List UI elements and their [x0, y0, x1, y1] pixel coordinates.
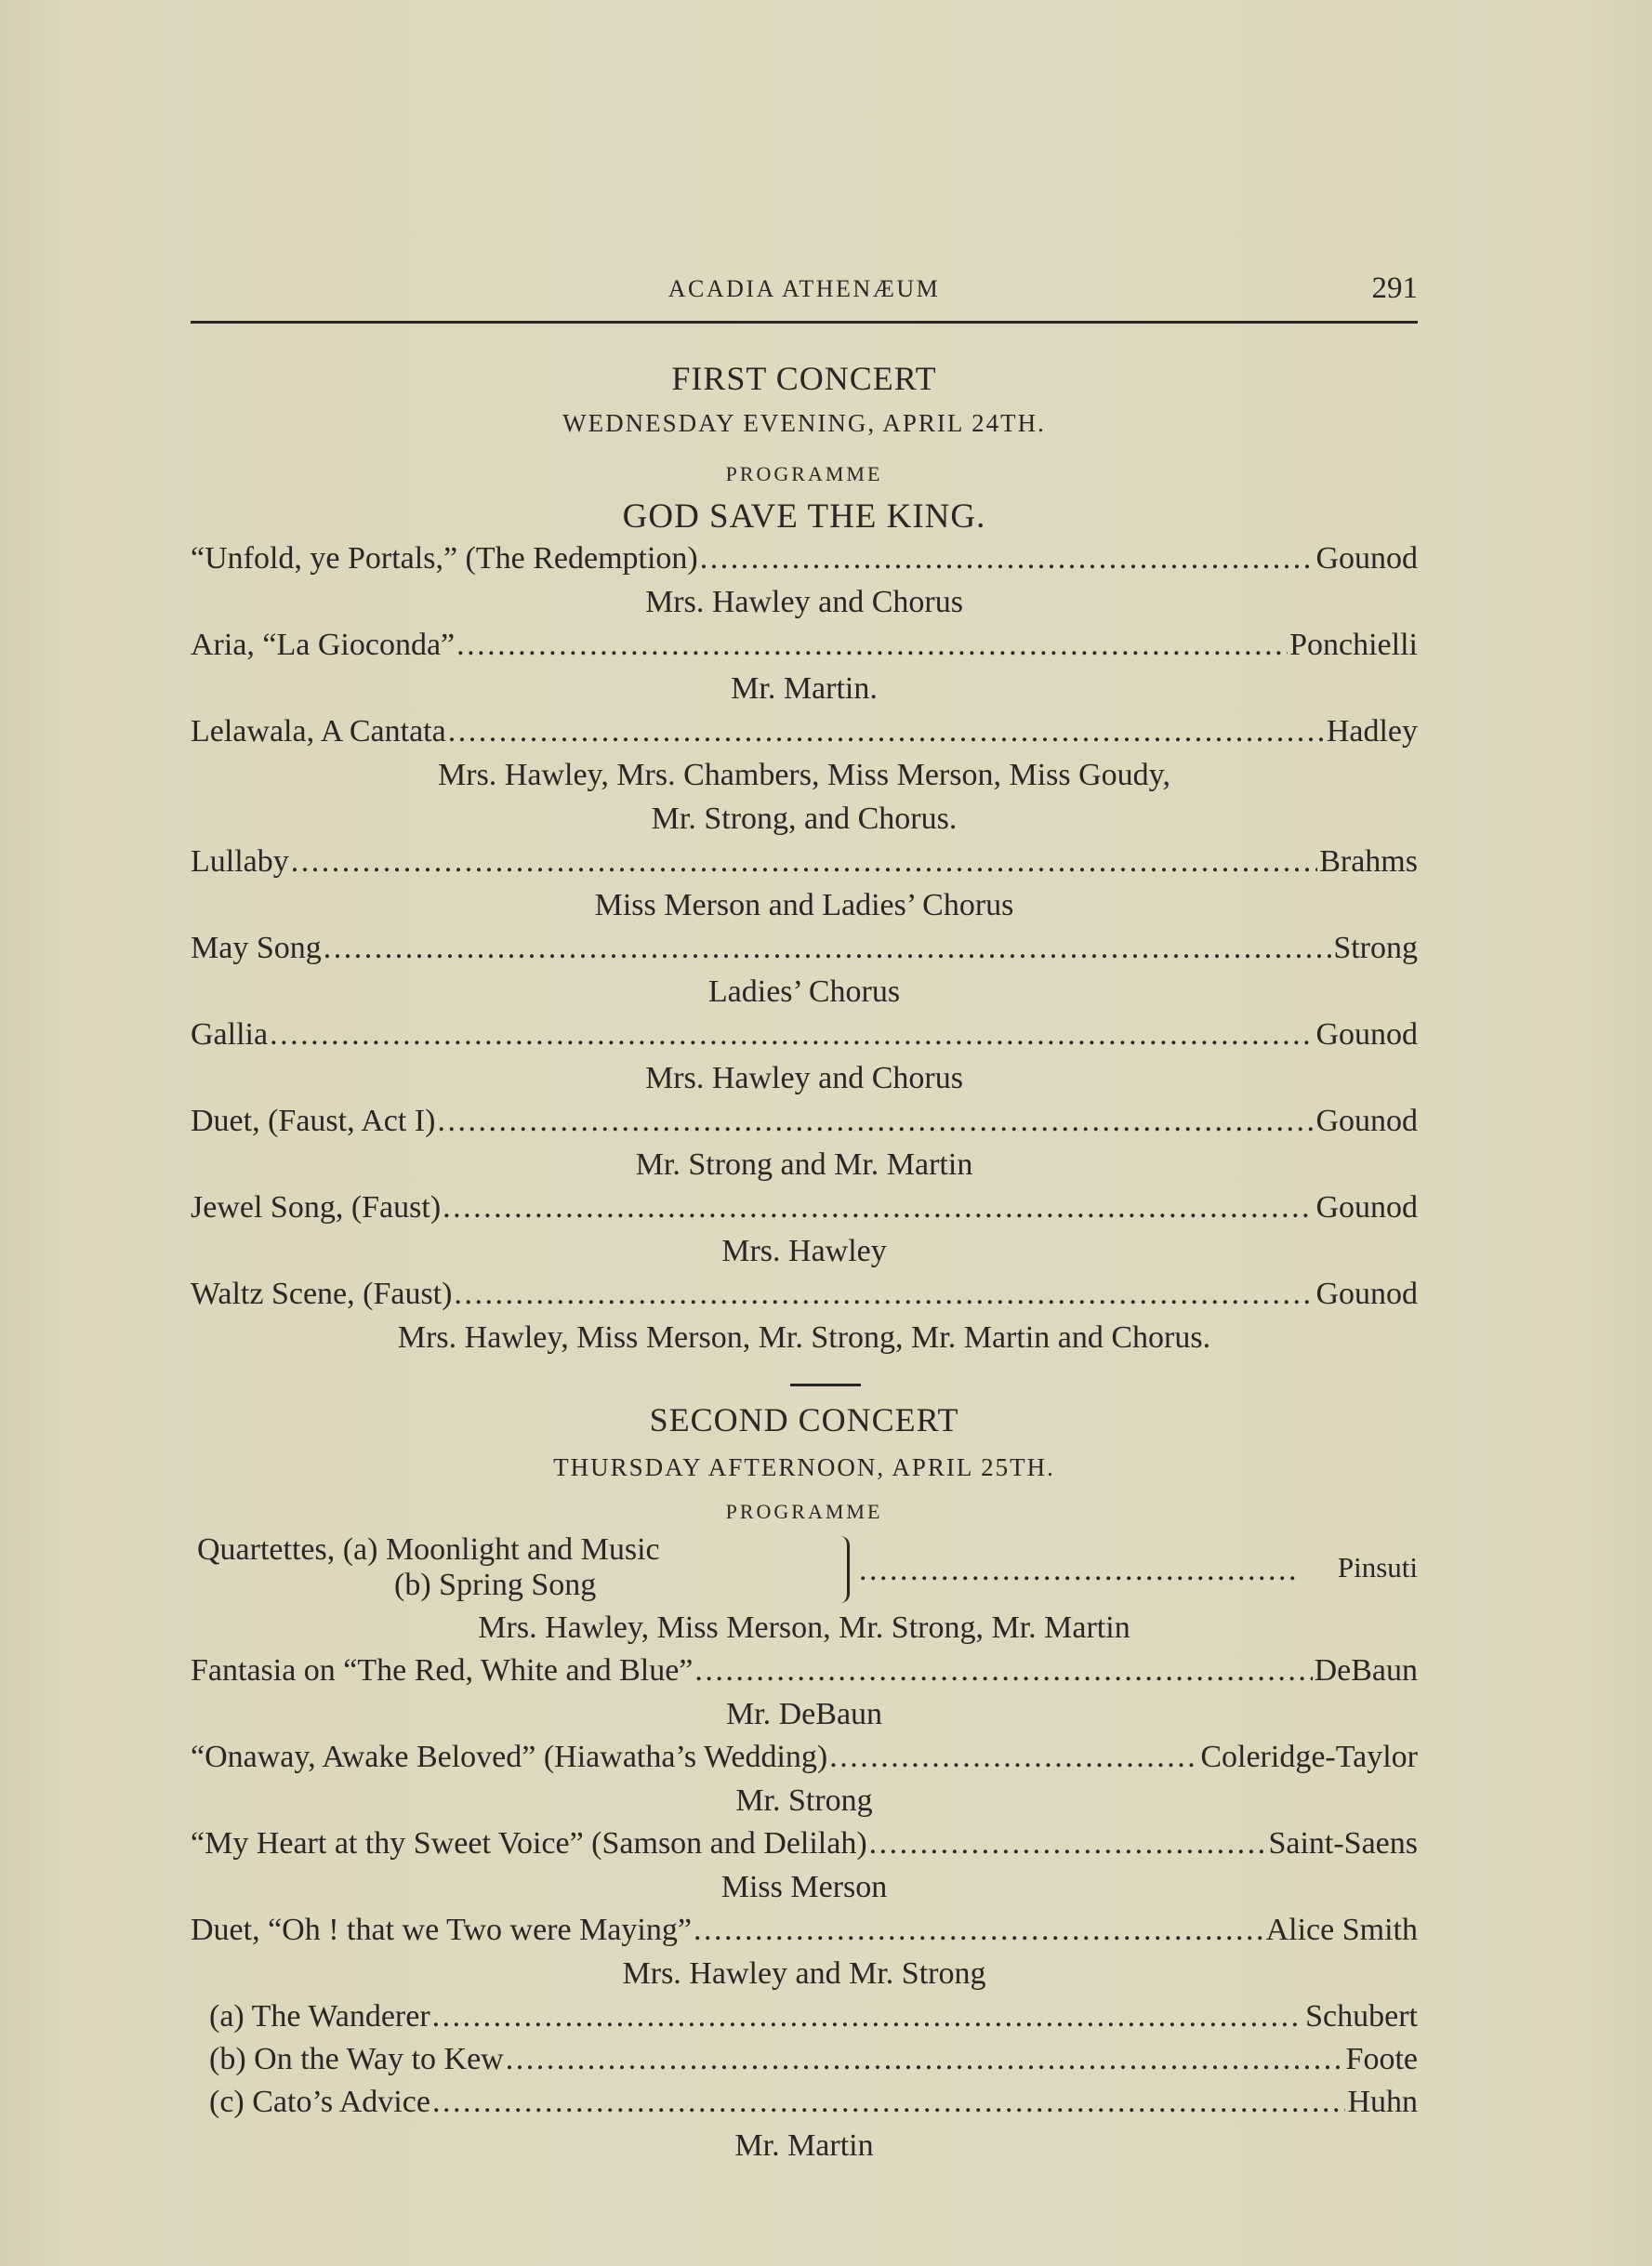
item-composer: Ponchielli [1289, 628, 1418, 662]
dot-leader [437, 1104, 1314, 1139]
item-title: Lelawala, A Cantata [191, 714, 446, 749]
item-title: “Onaway, Awake Beloved” (Hiawatha’s Wedding) [191, 1740, 828, 1774]
item-title: Jewel Song, (Faust) [191, 1190, 442, 1225]
quartettes-line-a: Quartettes, (a) Moonlight and Music [197, 1532, 660, 1567]
quartettes-line-b: (b) Spring Song [394, 1568, 597, 1602]
item-title: (b) On the Way to Kew [209, 2042, 504, 2076]
programme-item [191, 1740, 1418, 1781]
first-concert-programme-label: PROGRAMME [725, 462, 883, 485]
first-concert-title: FIRST CONCERT [671, 360, 937, 397]
item-performers: Mr. Martin [734, 2128, 874, 2163]
brace [834, 1536, 850, 1603]
programme-item [209, 1999, 1418, 2040]
item-performers: Ladies’ Chorus [707, 974, 901, 1009]
item-title: (c) Cato’s Advice [209, 2085, 430, 2119]
item-composer: Gounod [1315, 1104, 1418, 1138]
item-composer: Gounod [1315, 541, 1418, 576]
item-performers: Mr. DeBaun [725, 1697, 883, 1731]
item-composer: DeBaun [1314, 1653, 1418, 1688]
item-composer: Gounod [1315, 1017, 1418, 1052]
item-title: “Unfold, ye Portals,” (The Redemption) [191, 541, 698, 576]
item-performers: Mr. Martin. [731, 671, 878, 706]
dot-leader [432, 1999, 1303, 2034]
dot-leader [443, 1190, 1314, 1226]
programme-item [191, 1826, 1418, 1867]
item-performers: Mrs. Hawley, Miss Merson, Mr. Strong, Mr. Martin and Chorus. [397, 1320, 1211, 1355]
dot-leader [432, 2085, 1346, 2120]
second-concert-date: THURSDAY AFTERNOON, APRIL 25TH. [553, 1453, 1055, 1481]
programme-item [191, 1190, 1418, 1231]
dot-leader [694, 1913, 1264, 1948]
dot-leader [829, 1740, 1198, 1775]
item-title: May Song [191, 931, 322, 965]
programme-item [209, 2042, 1418, 2083]
first-concert-anthem: GOD SAVE THE KING. [622, 497, 986, 536]
quartettes-item [197, 1532, 1418, 1616]
item-title: Lullaby [191, 844, 289, 879]
item-title: Aria, “La Gioconda” [191, 628, 456, 662]
item-title: (a) The Wanderer [209, 1999, 430, 2034]
dot-leader [869, 1826, 1267, 1862]
programme-item [209, 2085, 1418, 2126]
item-performers: Miss Merson [720, 1870, 888, 1904]
item-title: Waltz Scene, (Faust) [191, 1277, 453, 1311]
item-performers: Mr. Strong [735, 1783, 873, 1818]
dot-leader [454, 1277, 1314, 1312]
item-composer: Hadley [1326, 714, 1418, 749]
item-performers: Mr. Strong and Mr. Martin [635, 1147, 973, 1182]
item-performers: Mrs. Hawley and Chorus [645, 585, 963, 619]
programme-item [191, 628, 1418, 669]
dot-leader [291, 844, 1317, 880]
programme-item [191, 931, 1418, 972]
item-performers: Mrs. Hawley and Mr. Strong [622, 1956, 986, 1991]
item-composer: Alice Smith [1265, 1913, 1418, 1947]
second-concert-title: SECOND CONCERT [649, 1401, 959, 1438]
dot-leader [700, 541, 1315, 576]
dot-leader [456, 628, 1288, 663]
programme-item [191, 844, 1418, 885]
item-composer: Brahms [1319, 844, 1418, 879]
page-number: 291 [1371, 272, 1418, 305]
programme-item [191, 1913, 1418, 1954]
running-title: ACADIA ATHENÆUM [667, 275, 941, 302]
dot-leader [324, 931, 1332, 966]
item-composer: Coleridge-Taylor [1200, 1740, 1418, 1774]
item-title: Duet, “Oh ! that we Two were Maying” [191, 1913, 692, 1947]
second-concert-programme-label: PROGRAMME [725, 1500, 883, 1523]
item-title: Duet, (Faust, Act I) [191, 1104, 436, 1138]
programme-item [191, 541, 1418, 582]
item-composer: Gounod [1315, 1277, 1418, 1311]
section-divider [790, 1384, 861, 1386]
programme-item [191, 1653, 1418, 1694]
item-title: “My Heart at thy Sweet Voice” (Samson and Delilah) [191, 1826, 867, 1861]
item-performers: Mrs. Hawley and Chorus [645, 1061, 963, 1095]
page-header [191, 272, 1418, 312]
item-composer: Strong [1333, 931, 1418, 965]
item-performers: Miss Merson and Ladies’ Chorus [594, 888, 1014, 922]
header-rule [191, 321, 1418, 324]
first-concert-date: WEDNESDAY EVENING, APRIL 24TH. [562, 409, 1046, 437]
dot-leader [859, 1553, 1296, 1588]
dot-leader [506, 2042, 1344, 2077]
programme-item [191, 1017, 1418, 1058]
item-composer: Gounod [1315, 1190, 1418, 1225]
dot-leader [270, 1017, 1314, 1053]
item-performers: Mr. Strong, and Chorus. [651, 802, 958, 836]
item-composer: Schubert [1305, 1999, 1418, 2034]
item-composer: Foote [1345, 2042, 1418, 2076]
item-performers: Mrs. Hawley [721, 1234, 887, 1268]
programme-item [191, 714, 1418, 755]
item-performers: Mrs. Hawley, Miss Merson, Mr. Strong, Mr. Martin [478, 1610, 1130, 1645]
item-performers: Mrs. Hawley, Mrs. Chambers, Miss Merson, Miss Goudy, [438, 758, 1170, 792]
programme-item [191, 1277, 1418, 1318]
item-title: Fantasia on “The Red, White and Blue” [191, 1653, 694, 1688]
dot-leader [694, 1653, 1312, 1689]
programme-item [191, 1104, 1418, 1145]
item-composer: Huhn [1347, 2085, 1418, 2119]
item-composer: Pinsuti [1337, 1551, 1418, 1584]
item-composer: Saint-Saens [1268, 1826, 1418, 1861]
item-title: Gallia [191, 1017, 269, 1052]
dot-leader [448, 714, 1325, 749]
